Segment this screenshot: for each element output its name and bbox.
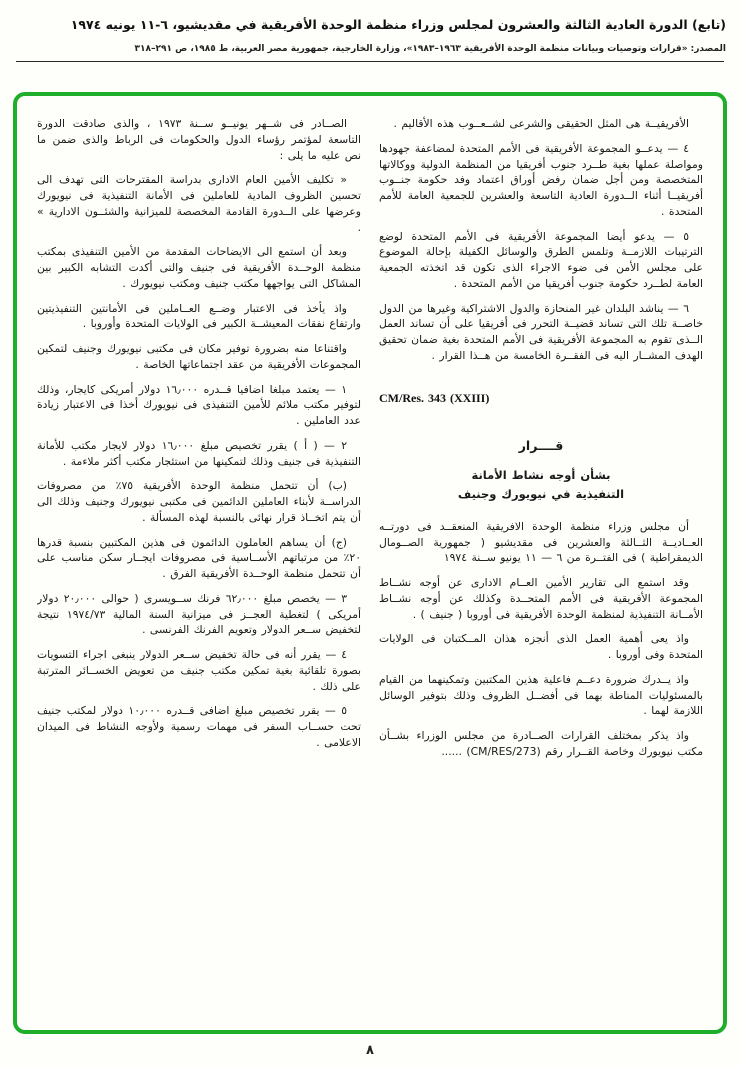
preamble-recall: واذ يذكر بمختلف القرارات الصــادرة من مجلس الوزراء بشــأن مكتب نيويورك وخاصة القــرار رقم (CM/RES/273) ...... [379,729,703,758]
header-divider [16,61,724,62]
operative-1: ١ — يعتمد مبلغا اضافيا قــدره ١٦٫٠٠٠ دولار أمريكى كايجار، وذلك لتوفير مكتب ملائم للأمين التنفيذى فى نيويورك أخذا فى الاعتبار زيادة عدد العاملين . [37,382,361,427]
operative-3: ٣ — يخصص مبلغ ٦٢٫٠٠٠ فرنك ســويسرى ( حوالى ٢٠٫٠٠٠ دولار أمريكى ) لتغطية العجــز فى ميزانية السنة المالية ١٩٧٤/٧٣ نتيجة لتخفيض ســعر الدولار وتعويم الفرنك الفرنسى . [37,591,361,637]
operative-2c: (ج) أن يساهم العاملون الدائمون فى هذين المكتبين بنسبة قدرها ٢٠٪ من مرتباتهم الأســاسية فى مصروفات ايجــار سكن مناسب على أن تتحمل منظمة الوحــدة الأفريقية الفرق . [37,535,361,580]
preamble-support: واذ يــدرك ضرورة دعــم فاعلية هذين المكتبين وتمكينهما من القيام بالمسئوليات المناطة بهما فى أفضــل الظروف وذلك بتوفير الوسائل اللازمة لهما . [379,672,703,718]
preamble-clarifications: وبعد أن استمع الى الايضاحات المقدمة من الأمين التنفيذى بمكتب منظمة الوحــدة الأفريقية فى جنيف والتى أكدت التشابه الكبير بين المشاكل التى يواجهها مكتب جنيف ومكتب نيويورك . [37,245,361,290]
clause-6: ٦ — يناشد البلدان غير المنحازة والدول الاشتراكية وغيرها من الدول خاصــة تلك التى تساند قضيــة التحرر فى أفريقيا على أن تساند العمل الــذى تقوم به المجموعة الأفريقية فى الأمم المتحدة بغية ضمان تحقيق الهدف المشــار اليه فى الفقــرة الخامسة من هــذا القرار . [379,301,703,362]
document-title: (تابع) الدورة العادية الثالثة والعشرون لمجلس وزراء منظمة الوحدة الأفريقية في مقديشيو، ٦-١١ يونيه ١٩٧٤ [70,17,726,32]
content-border-box [13,92,727,1034]
left-column [37,116,361,1016]
continuation-1973: الصــادر فى شــهر يونيــو ســنة ١٩٧٣ ، والذى صادقت الدورة التاسعة لمؤتمر رؤساء الدول والحكومات فى الرباط والذى ضمن ما نص عليه ما يلى : [37,117,361,162]
quote-mandate: « تكليف الأمين العام الادارى بدراسة المقترحات التى تهدف الى تحسين الظروف المادية للعاملين فى الأمانة التنفيذية فى نيويورك وعرضها على الــدورة القادمة المخصصة للميزانية والشئــون الادارية » . [37,173,361,234]
resolution-subtitle-2: التنفيذية في نيويورك وجنيف [457,487,625,502]
text-columns [37,116,703,1016]
preamble-reports: وقد استمع الى تقارير الأمين العــام الادارى عن أوجه نشــاط المجموعة الأفريقية فى الأمم المتحــدة وكذلك عن أوجه نشــاط الأمــانة التنفيذية لمنظمة الوحدة الأفريقية فى أوروبا ( جنيف ) . [379,576,703,621]
preamble-cost-of-living: واذ يأخذ فى الاعتبار وضــع العــاملين فى الأمانتين التنفيذيتين وارتفاع نفقات المعيشــة الكبير فى الولايات المتحدة وأوروبا . [37,301,361,331]
clause-5: ٥ — يدعو أيضا المجموعة الأفريقية فى الأمم المتحدة لوضع الترتيبات اللازمــة وتلمس الطرق والوسائل الكفيلة بإحالة الموضوع على مجلس الأمن فى ضوء الاجراء الذى تكون قد اتخذته الجمعية العامة لطــرد حكومة جنوب أفريقيا من الأمم المتحدة . [379,229,703,290]
preamble-meeting-space: واقتناعا منه بضرورة توفير مكان فى مكتبى نيويورك وجنيف لتمكين المجموعات الأفريقية من عقد اجتماعاتها الخاصة . [37,342,361,371]
clause-4: ٤ — يدعــو المجموعة الأفريقية فى الأمم المتحدة لمضاعفة جهودها ومواصلة عملها بغية طــرد جنوب أفريقيا من المنظمة الدولية ووكالاتها المتخصصة ومن أجل ضمان رفض أوراق اعتماد وفد حكومة جنــوب أفريقيــا أثناء الــدورة العادية التاسعة والعشرين للجمعية العامة للأمم المتحدة . [379,141,703,218]
operative-2b: (ب) أن تتحمل منظمة الوحدة الأفريقية ٧٥٪ من مصروفات الدراســة لأبناء العاملين الدائمين فى مكتبى نيويورك وجنيف وذلك الى أن يتم اتخــاذ قرار نهائى بالنسبة لهذه المسألة . [37,479,361,524]
resolution-title: قــــرار [518,438,564,454]
preamble-session: أن مجلس وزراء منظمة الوحدة الافريقية المنعقــد فى دورتــه العــاديــة الثــالثة والعشرين فى مقديشيو ( جمهورية الصــومال الديمقراطية ) فى الفتــرة من ٦ — ١١ يونيو ســنة ١٩٧٤ [379,519,703,565]
operative-2a: ٢ — ( أ ) يقرر تخصيص مبلغ ١٦٫٠٠٠ دولار لايجار مكتب للأمانة التنفيذية فى جنيف وذلك لتمكينها من استئجار مكتب أكثر ملاءمة . [37,438,361,468]
source-line: المصدر: «قرارات وتوصيات وبيانات منظمة الوحدة الأفريقية ١٩٦٣–١٩٨٣»، وزارة الخارجية، جمهورية مصر العربية، ط ١٩٨٥، ص ٢٩١–٣١٨ [134,43,726,54]
operative-5: ٥ — يقرر تخصيص مبلغ اضافى قــدره ١٠٫٠٠٠ دولار لمكتب جنيف تحت حســاب السفر فى مهمات رسمية ولأوجه النشاط فى الميدان الاعلامى . [37,704,361,749]
page-header [0,0,740,62]
preamble-importance: واذ يعى أهمية العمل الذى أنجزه هذان المــكتبان فى الولايات المتحدة وفى أوروبا . [379,632,703,662]
operative-4: ٤ — يقرر أنه فى حالة تخفيض ســعر الدولار ينبغى اجراء التسويات بصورة تلقائية بغية تمكين مكتب جنيف من تعويض الخســائر المترتبة على ذلك . [37,648,361,693]
resolution-ref: CM/Res. 343 (XXIII) [379,390,490,405]
right-column [379,116,703,1016]
paragraph-continuation: الأفريقيــة هى المثل الحقيقى والشرعى لشــعــوب هذه الأقاليم . [393,117,689,130]
page-number: ٨ [366,1043,374,1058]
resolution-subtitle-1: بشأن أوجه نشاط الأمانة [471,468,611,483]
